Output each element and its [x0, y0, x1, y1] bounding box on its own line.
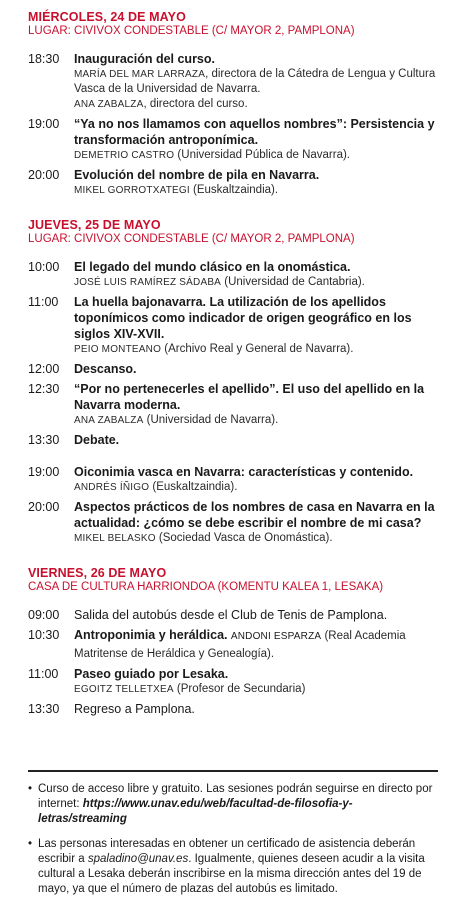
speaker-affiliation: (Profesor de Secundaria) [173, 683, 306, 695]
event-time: 13:30 [28, 433, 60, 447]
event-body [74, 627, 438, 662]
speaker-name: ANA ZABALZA [74, 415, 144, 426]
speaker-name: PEIO MONTEANO [74, 344, 162, 355]
event-title: “Por no pertenecerles el apellido”. El uso del apellido en la Navarra moderna. [74, 382, 425, 412]
speaker-line [74, 531, 438, 546]
note-text-part: Las personas interesadas en obtener un certificado de asistencia deberán escribir a [38, 838, 416, 865]
event-time: 09:00 [28, 608, 60, 622]
event-row [28, 627, 438, 662]
event-row [28, 381, 438, 428]
event-body [74, 432, 438, 448]
day-section [28, 218, 438, 546]
speaker-affiliation: , directora del curso. [143, 98, 248, 110]
event-time: 19:00 [28, 465, 60, 479]
note-text [38, 782, 438, 827]
event-body [74, 294, 438, 357]
event-title: Aspectos prácticos de los nombres de casa en Navarra en la actualidad: ¿cómo se debe escribir el nombre de mi casa? [74, 500, 435, 530]
note-text-part: . Igualmente, quienes deseen acudir a la visita cultural a Lesaka deberán inscribirse en la misma dirección antes del 19 de mayo, ya que el número de plazas del autobús es limitado. [38, 853, 425, 895]
note-text-part: Curso de acceso libre y gratuito. Las sesiones podrán seguirse en directo por internet: [38, 783, 433, 810]
event-time: 11:00 [28, 295, 59, 309]
day-title: VIERNES, 26 DE MAYO [28, 566, 167, 580]
speaker-name: ANDRÉS ÍÑIGO [74, 482, 150, 493]
event-time: 12:00 [28, 362, 60, 376]
event-row [28, 116, 438, 163]
notes-section [28, 782, 438, 907]
note-item [28, 837, 438, 897]
event-time: 19:00 [28, 117, 60, 131]
event-title: El legado del mundo clásico en la onomástica. [74, 260, 351, 274]
speaker-line [74, 67, 438, 97]
speaker-line [74, 682, 438, 697]
event-title: La huella bajonavarra. La utilización de los apellidos toponímicos como indicador de origen geográfico en los siglos XIV-XVII. [74, 295, 412, 341]
speaker-name: ANDONI ESPARZA [230, 631, 322, 642]
speaker-name: MIKEL BELASKO [74, 533, 156, 544]
event-time: 10:30 [28, 628, 60, 642]
event-time: 18:30 [28, 52, 60, 66]
speaker-line [74, 148, 438, 163]
streaming-link[interactable]: https://www.unav.edu/web/facultad-de-filosofia-y-letras/streaming [38, 798, 353, 825]
day-location: LUGAR: CIVIVOX CONDESTABLE (C/ MAYOR 2, PAMPLONA) [28, 233, 355, 245]
day-location: CASA DE CULTURA HARRIONDOA (KOMENTU KALEA 1, LESAKA) [28, 581, 384, 593]
speaker-affiliation: (Universidad Pública de Navarra). [174, 149, 351, 161]
contact-email[interactable]: spaladino@unav.es [87, 853, 189, 865]
event-body [74, 701, 438, 717]
event-row [28, 499, 438, 546]
speaker-line [74, 342, 438, 357]
speaker-affiliation: (Euskaltzaindia). [149, 481, 238, 493]
event-line [74, 627, 438, 662]
event-title: Evolución del nombre de pila en Navarra. [74, 168, 320, 182]
event-body [74, 666, 438, 697]
event-row [28, 607, 438, 623]
event-body [74, 116, 438, 163]
event-title: Antroponimia y heráldica. [74, 628, 228, 642]
event-time: 11:00 [28, 667, 59, 681]
event-body [74, 259, 438, 290]
event-row [28, 701, 438, 717]
program-schedule [28, 10, 438, 717]
event-body [74, 499, 438, 546]
event-row [28, 432, 438, 448]
day-location: LUGAR: CIVIVOX CONDESTABLE (C/ MAYOR 2, PAMPLONA) [28, 25, 355, 37]
event-body [74, 381, 438, 428]
event-row [28, 294, 438, 357]
event-title: Regreso a Pamplona. [74, 702, 195, 716]
event-title: Oiconimia vasca en Navarra: características y contenido. [74, 465, 414, 479]
event-body [74, 607, 438, 623]
event-time: 12:30 [28, 382, 60, 396]
speaker-line [74, 275, 438, 290]
note-item [28, 782, 438, 827]
speaker-name: JOSÉ LUIS RAMÍREZ SÁDABA [74, 277, 222, 288]
speaker-affiliation: (Universidad de Navarra). [143, 414, 279, 426]
speaker-line [74, 413, 438, 428]
speaker-affiliation: , directora de la Cátedra de Lengua y Cultura Vasca de la Universidad de Navarra. [74, 68, 436, 95]
day-title: MIÉRCOLES, 24 DE MAYO [28, 10, 186, 24]
event-list [28, 51, 438, 198]
event-list [28, 259, 438, 546]
speaker-affiliation: (Euskaltzaindia). [189, 184, 279, 196]
day-section [28, 10, 438, 198]
event-title: Paseo guiado por Lesaka. [74, 667, 229, 681]
speaker-affiliation: (Sociedad Vasca de Onomástica). [155, 532, 333, 544]
event-body [74, 464, 438, 495]
event-row [28, 51, 438, 112]
event-body [74, 51, 438, 112]
speaker-line [74, 480, 438, 495]
bullet-icon: • [28, 838, 33, 850]
speaker-line [74, 183, 438, 198]
divider [28, 770, 438, 772]
event-row [28, 361, 438, 377]
event-list [28, 607, 438, 717]
day-section [28, 566, 438, 717]
day-title: JUEVES, 25 DE MAYO [28, 218, 161, 232]
note-text [38, 837, 438, 897]
speaker-name: MARÍA DEL MAR LARRAZA [74, 69, 206, 80]
event-row [28, 666, 438, 697]
event-title: Debate. [74, 433, 120, 447]
event-title: Inauguración del curso. [74, 52, 215, 66]
bullet-icon: • [28, 783, 33, 795]
event-body [74, 167, 438, 198]
event-time: 20:00 [28, 168, 60, 182]
event-time: 20:00 [28, 500, 60, 514]
speaker-affiliation: (Real Academia Matritense de Heráldica y Genealogía). [74, 630, 406, 660]
event-time: 10:00 [28, 260, 60, 274]
speaker-line [74, 97, 438, 112]
speaker-name: MIKEL GORROTXATEGI [74, 185, 190, 196]
event-title: Salida del autobús desde el Club de Tenis de Pamplona. [74, 608, 388, 622]
speaker-affiliation: (Archivo Real y General de Navarra). [161, 343, 354, 355]
speaker-name: ANA ZABALZA [74, 99, 144, 110]
event-title: Descanso. [74, 362, 137, 376]
event-row [28, 167, 438, 198]
event-title: “Ya no nos llamamos con aquellos nombres”: Persistencia y transformación antroponímica. [74, 117, 435, 147]
speaker-affiliation: (Universidad de Cantabria). [221, 276, 365, 288]
event-body [74, 361, 438, 377]
event-row [28, 259, 438, 290]
event-time: 13:30 [28, 702, 60, 716]
speaker-name: EGOITZ TELLETXEA [74, 684, 174, 695]
event-row [28, 464, 438, 495]
speaker-name: DEMETRIO CASTRO [74, 150, 175, 161]
